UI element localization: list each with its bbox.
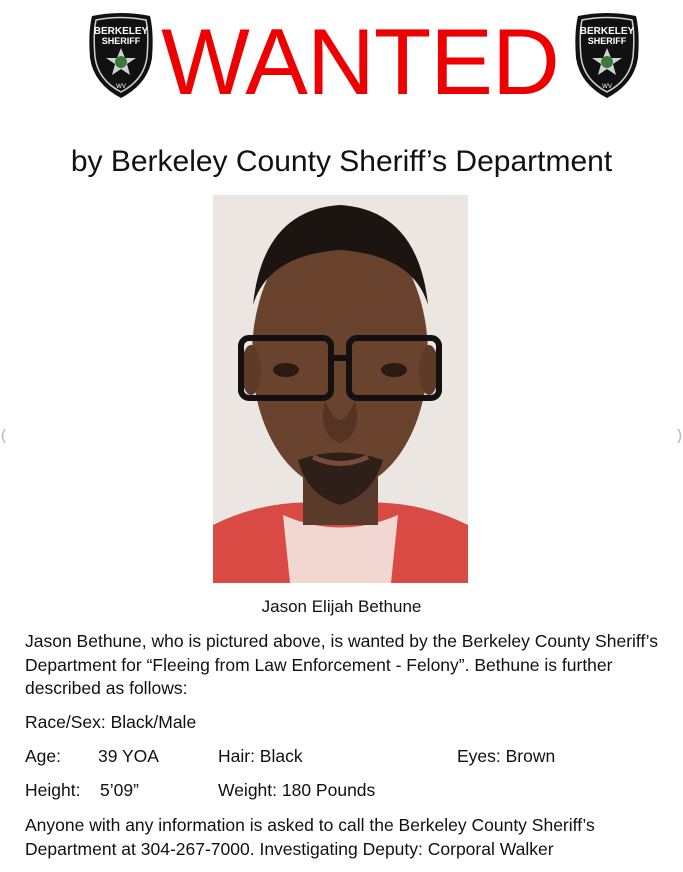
height-value: 5’09”	[100, 780, 139, 800]
suspect-photo	[213, 195, 468, 583]
sheriff-badge-left-icon	[86, 12, 156, 100]
left-edge-marker	[0, 428, 6, 444]
sheriff-badge-right-icon	[572, 12, 642, 100]
svg-text:WV: WV	[116, 84, 126, 90]
height-label: Height:	[25, 780, 81, 800]
eyes-field: Eyes: Brown	[457, 746, 556, 766]
svg-text:WV: WV	[602, 84, 612, 90]
right-edge-marker	[677, 428, 683, 444]
description-intro: Jason Bethune, who is pictured above, is wanted by the Berkeley County Sheriff’s Department for “Fleeing from Law Enforcement - Felony”. Bethune is further described as follows:	[25, 631, 658, 698]
department-subtitle: by Berkeley County Sheriff’s Department	[70, 145, 613, 178]
svg-text:SHERIFF: SHERIFF	[101, 36, 141, 46]
contact-info: Anyone with any information is asked to call the Berkeley County Sheriff’s Department at 304-267-7000. Investigating Deputy: Corporal Walker	[25, 815, 595, 859]
weight-field: Weight: 180 Pounds	[218, 780, 376, 800]
age-value: 39 YOA	[98, 746, 159, 766]
svg-text:BERKELEY: BERKELEY	[93, 26, 149, 37]
suspect-name-caption: Jason Elijah Bethune	[261, 597, 422, 616]
wanted-title: WANTED	[161, 9, 559, 114]
age-label: Age:	[25, 746, 61, 766]
race-sex-field: Race/Sex: Black/Male	[25, 712, 197, 732]
svg-text:SHERIFF: SHERIFF	[587, 36, 627, 46]
svg-text:BERKELEY: BERKELEY	[579, 26, 635, 37]
hair-field: Hair: Black	[218, 746, 303, 766]
